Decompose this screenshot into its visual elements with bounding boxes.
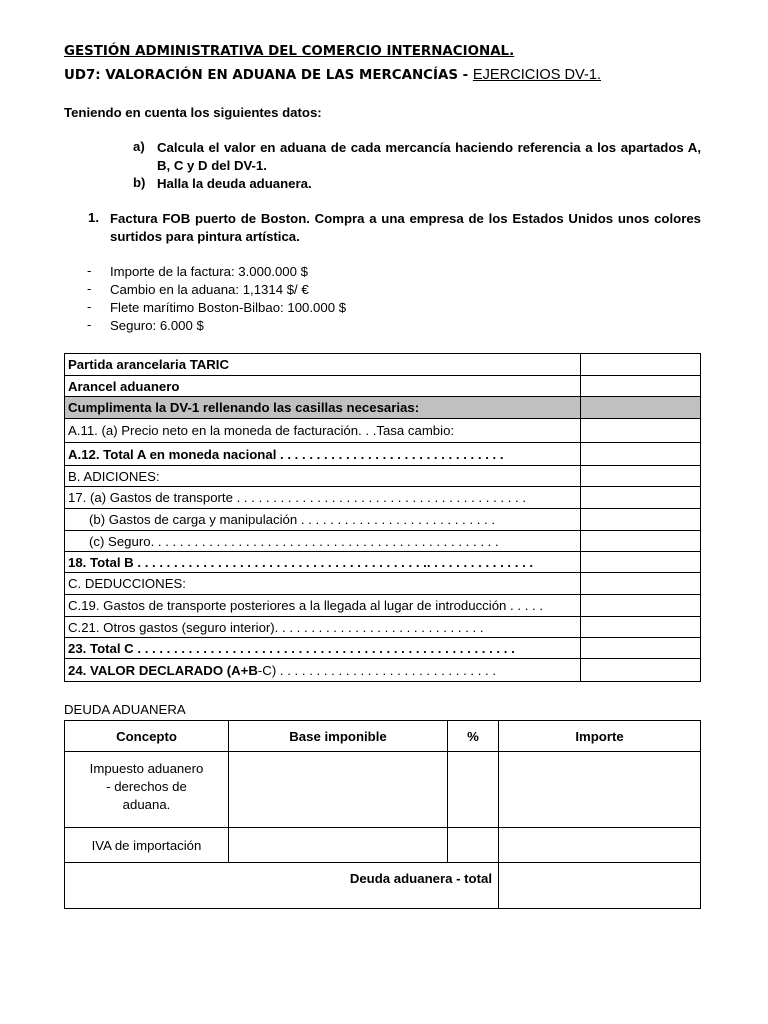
row-impuesto-aduanero — [65, 752, 229, 828]
bullet-dash: - — [87, 317, 92, 332]
deuda-table — [64, 720, 701, 909]
unit-subtitle: EJERCICIOS DV-1. — [472, 67, 602, 83]
exercise-text: Factura FOB puerto de Boston. Compra a una empresa de los Estados Unidos unos colores surtidos para pintura artística. — [110, 211, 701, 244]
dv1-value-cell — [581, 573, 701, 595]
percent-cell[interactable] — [448, 752, 499, 828]
total-importe-cell[interactable] — [499, 863, 701, 909]
dv1-value-cell[interactable] — [581, 419, 701, 443]
dv1-value-cell[interactable] — [581, 487, 701, 509]
dv1-value-cell[interactable] — [581, 376, 701, 397]
dv1-value-cell[interactable] — [581, 638, 701, 659]
total-label: Deuda aduanera - total — [65, 863, 499, 909]
document-title: GESTIÓN ADMINISTRATIVA DEL COMERCIO INTERNACIONAL. — [64, 44, 515, 59]
data-item: Seguro: 6.000 $ — [110, 318, 204, 333]
row-iva-importacion: IVA de importación — [65, 828, 229, 863]
dv1-value-cell[interactable] — [581, 531, 701, 552]
percent-cell[interactable] — [448, 828, 499, 863]
base-cell[interactable] — [229, 828, 448, 863]
deuda-title: DEUDA ADUANERA — [64, 702, 186, 717]
data-item: Flete marítimo Boston-Bilbao: 100.000 $ — [110, 300, 347, 315]
data-item: Importe de la factura: 3.000.000 $ — [110, 264, 308, 279]
dv1-value-cell[interactable] — [581, 354, 701, 376]
dv1-value-cell[interactable] — [581, 443, 701, 466]
importe-cell[interactable] — [499, 828, 701, 863]
intro-text: Teniendo en cuenta los siguientes datos: — [64, 105, 322, 120]
dv1-row-label: C.21. Otros gastos (seguro interior). . . . . . . . . . . . . . . . . . . . . . . . . . . . . — [65, 617, 581, 638]
col-percent: % — [448, 721, 499, 752]
dv1-value-cell[interactable] — [581, 617, 701, 638]
col-concepto: Concepto — [65, 721, 229, 752]
unit-heading: UD7: VALORACIÓN EN ADUANA DE LAS MERCANCÍAS - — [64, 68, 469, 83]
task-b-text: Halla la deuda aduanera. — [157, 176, 312, 191]
data-item: Cambio en la aduana: 1,1314 $/ € — [110, 282, 309, 297]
task-a-marker: a) — [133, 139, 145, 154]
dv1-value-cell[interactable] — [581, 659, 701, 682]
exercise-number: 1. — [88, 210, 99, 225]
dv1-row-label: (b) Gastos de carga y manipulación . . . . . . . . . . . . . . . . . . . . . . . . . . . — [65, 509, 581, 531]
dv1-row-label: Partida arancelaria TARIC — [65, 354, 581, 376]
dv1-value-cell — [581, 397, 701, 419]
dv1-table — [64, 353, 701, 682]
dv1-row-label: (c) Seguro. . . . . . . . . . . . . . . . . . . . . . . . . . . . . . . . . . . . . . . . . . . . . . . . — [65, 531, 581, 552]
bullet-dash: - — [87, 299, 92, 314]
valor-declarado-rest: -C) . . . . . . . . . . . . . . . . . . . . . . . . . . . . . . — [257, 662, 497, 678]
col-importe: Importe — [499, 721, 701, 752]
concept-text: Impuesto aduanero - derechos de aduana. — [89, 761, 204, 812]
valor-declarado-label: 24. VALOR DECLARADO (A+B — [68, 662, 258, 678]
dv1-section-header: Cumplimenta la DV-1 rellenando las casillas necesarias: — [65, 397, 581, 419]
dv1-row-label: 18. Total B . . . . . . . . . . . . . . . . . . . . . . . . . . . . . . . . . . . . . . . .. . . . . . . . . . . . . . . — [65, 552, 581, 573]
dv1-row-label: A.11. (a) Precio neto en la moneda de facturación. . .Tasa cambio: — [65, 419, 581, 443]
col-base-imponible: Base imponible — [229, 721, 448, 752]
dv1-row-label: 17. (a) Gastos de transporte . . . . . . . . . . . . . . . . . . . . . . . . . . . . . . . . . . . . . . . . — [65, 487, 581, 509]
unit-title — [64, 67, 601, 83]
importe-cell[interactable] — [499, 752, 701, 828]
dv1-row-label: Arancel aduanero — [65, 376, 581, 397]
dv1-row-label: A.12. Total A en moneda nacional . . . . . . . . . . . . . . . . . . . . . . . . . . . . . . . — [65, 443, 581, 466]
dv1-row-label: C. DEDUCCIONES: — [65, 573, 581, 595]
task-a-text: Calcula el valor en aduana de cada mercancía haciendo referencia a los apartados A, B, C y D del DV-1. — [157, 140, 701, 173]
task-b-marker: b) — [133, 175, 146, 190]
dv1-row-label: B. ADICIONES: — [65, 466, 581, 487]
dv1-value-cell[interactable] — [581, 595, 701, 617]
dv1-value-cell — [581, 466, 701, 487]
dv1-value-cell[interactable] — [581, 509, 701, 531]
dv1-row-label: 23. Total C . . . . . . . . . . . . . . . . . . . . . . . . . . . . . . . . . . . . . . . . . . . . . . . . . . . . — [65, 638, 581, 659]
dv1-value-cell[interactable] — [581, 552, 701, 573]
bullet-dash: - — [87, 281, 92, 296]
dv1-row-label: C.19. Gastos de transporte posteriores a la llegada al lugar de introducción . . . . . — [65, 595, 581, 617]
base-cell[interactable] — [229, 752, 448, 828]
bullet-dash: - — [87, 263, 92, 278]
dv1-row-label — [65, 659, 581, 682]
